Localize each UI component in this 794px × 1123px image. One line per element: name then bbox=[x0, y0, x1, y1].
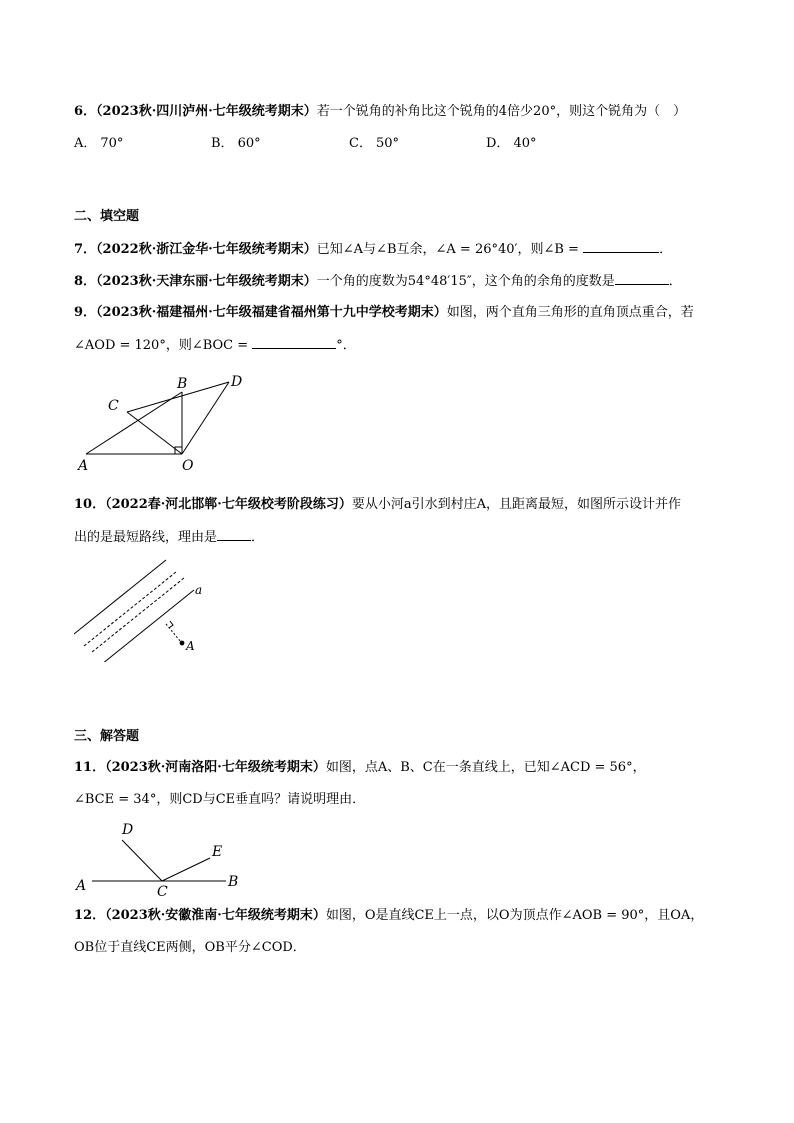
q6-stem bbox=[74, 103, 686, 121]
q9-answer-blank[interactable] bbox=[252, 336, 336, 349]
q12-stem bbox=[74, 907, 703, 925]
river-bank-left bbox=[74, 560, 166, 634]
q10-number: 10． bbox=[74, 497, 106, 512]
q7-period: ． bbox=[659, 242, 673, 257]
line-od bbox=[182, 382, 229, 454]
q11-text: 如图，点A、B、C在一条直线上，已知∠ACD = 56°， bbox=[325, 760, 646, 775]
q11-figure bbox=[74, 818, 254, 898]
option-label: A． bbox=[74, 136, 97, 151]
label-c: C bbox=[157, 884, 168, 898]
label-d: D bbox=[231, 374, 243, 390]
q7-text: 已知∠A与∠B互余，∠A = 26°40′，则∠B = bbox=[316, 242, 584, 257]
q7-stem bbox=[74, 240, 672, 259]
label-b: B bbox=[228, 874, 239, 890]
q10-line2 bbox=[74, 528, 264, 547]
q10-stem bbox=[74, 496, 681, 514]
label-o: O bbox=[182, 458, 194, 474]
q9-degree-period: °． bbox=[336, 338, 356, 353]
q9-figure bbox=[74, 370, 264, 475]
option-value: 60° bbox=[237, 136, 261, 151]
shortest-path bbox=[166, 624, 181, 642]
option-value: 70° bbox=[100, 136, 124, 151]
option-value: 40° bbox=[513, 136, 537, 151]
label-village-a: A bbox=[186, 639, 195, 653]
label-a: A bbox=[76, 878, 87, 894]
q10-period: ． bbox=[251, 530, 265, 545]
line-ce bbox=[162, 858, 210, 881]
q6-option-c[interactable] bbox=[349, 135, 399, 153]
q10-answer-blank[interactable] bbox=[217, 528, 251, 541]
section-fill-in-title: 二、填空题 bbox=[74, 209, 140, 224]
q6-option-b[interactable] bbox=[211, 135, 261, 153]
q8-period: ． bbox=[668, 274, 682, 289]
line-co bbox=[127, 412, 182, 454]
label-b: B bbox=[177, 376, 188, 392]
q8-number: 8． bbox=[74, 274, 97, 289]
q8-source: （2023秋·天津东丽·七年级统考期末） bbox=[96, 274, 317, 289]
q9-text: 如图，两个直角三角形的直角顶点重合，若 bbox=[446, 305, 694, 320]
q12-number: 12． bbox=[74, 908, 106, 923]
river-dashed-1 bbox=[84, 572, 176, 646]
q11-source: （2023秋·河南洛阳·七年级统考期末） bbox=[105, 760, 326, 775]
option-label: D． bbox=[486, 136, 510, 151]
q12-text: 如图，O是直线CE上一点，以O为顶点作∠AOB = 90°，且OA， bbox=[325, 908, 704, 923]
q8-text: 一个角的度数为54°48′15″，这个角的余角的度数是 bbox=[316, 274, 615, 289]
q10-text: 要从小河a引水到村庄A，且距离最短，如图所示设计并作 bbox=[351, 497, 681, 512]
village-point bbox=[180, 641, 185, 646]
q10-figure bbox=[74, 556, 214, 662]
label-river-a: a bbox=[195, 583, 203, 597]
q9-line2 bbox=[74, 336, 356, 355]
q9-number: 9． bbox=[74, 305, 97, 320]
q6-text: 若一个锐角的补角比这个锐角的4倍少20°，则这个锐角为（ ） bbox=[316, 104, 687, 119]
q12-source: （2023秋·安徽淮南·七年级统考期末） bbox=[105, 908, 326, 923]
line-ab bbox=[86, 392, 182, 454]
q9-source: （2023秋·福建福州·七年级福建省福州第十九中学校考期末） bbox=[96, 305, 447, 320]
q8-stem bbox=[74, 272, 682, 291]
q10-text-2: 出的是最短路线，理由是 bbox=[74, 530, 218, 545]
q7-answer-blank[interactable] bbox=[583, 240, 659, 253]
q6-option-a[interactable] bbox=[74, 135, 123, 153]
option-label: C． bbox=[349, 136, 372, 151]
label-c: C bbox=[108, 398, 119, 414]
q10-source: （2022春·河北邯郸·七年级校考阶段练习） bbox=[105, 497, 352, 512]
label-a: A bbox=[78, 458, 89, 474]
q6-option-d[interactable] bbox=[486, 135, 536, 153]
line-cd bbox=[122, 840, 162, 881]
q11-number: 11． bbox=[74, 760, 106, 775]
river-dashed-2 bbox=[92, 578, 184, 652]
q7-number: 7． bbox=[74, 242, 97, 257]
q6-source: （2023秋·四川泸州·七年级统考期末） bbox=[96, 104, 317, 119]
q9-stem bbox=[74, 304, 694, 322]
q11-line2: ∠BCE = 34°，则CD与CE垂直吗？请说明理由． bbox=[74, 792, 366, 807]
right-angle-mark bbox=[169, 621, 173, 628]
q12-line2: OB位于直线CE两侧，OB平分∠COD． bbox=[74, 940, 306, 955]
q8-answer-blank[interactable] bbox=[615, 272, 669, 285]
q6-number: 6． bbox=[74, 104, 97, 119]
option-value: 50° bbox=[375, 136, 399, 151]
label-e: E bbox=[212, 844, 223, 860]
q9-text-2: ∠AOD = 120°，则∠BOC = bbox=[74, 338, 253, 353]
label-d: D bbox=[122, 822, 134, 838]
option-label: B． bbox=[211, 136, 234, 151]
q7-source: （2022秋·浙江金华·七年级统考期末） bbox=[96, 242, 317, 257]
section-answer-title: 三、解答题 bbox=[74, 729, 140, 744]
q11-stem bbox=[74, 759, 646, 777]
